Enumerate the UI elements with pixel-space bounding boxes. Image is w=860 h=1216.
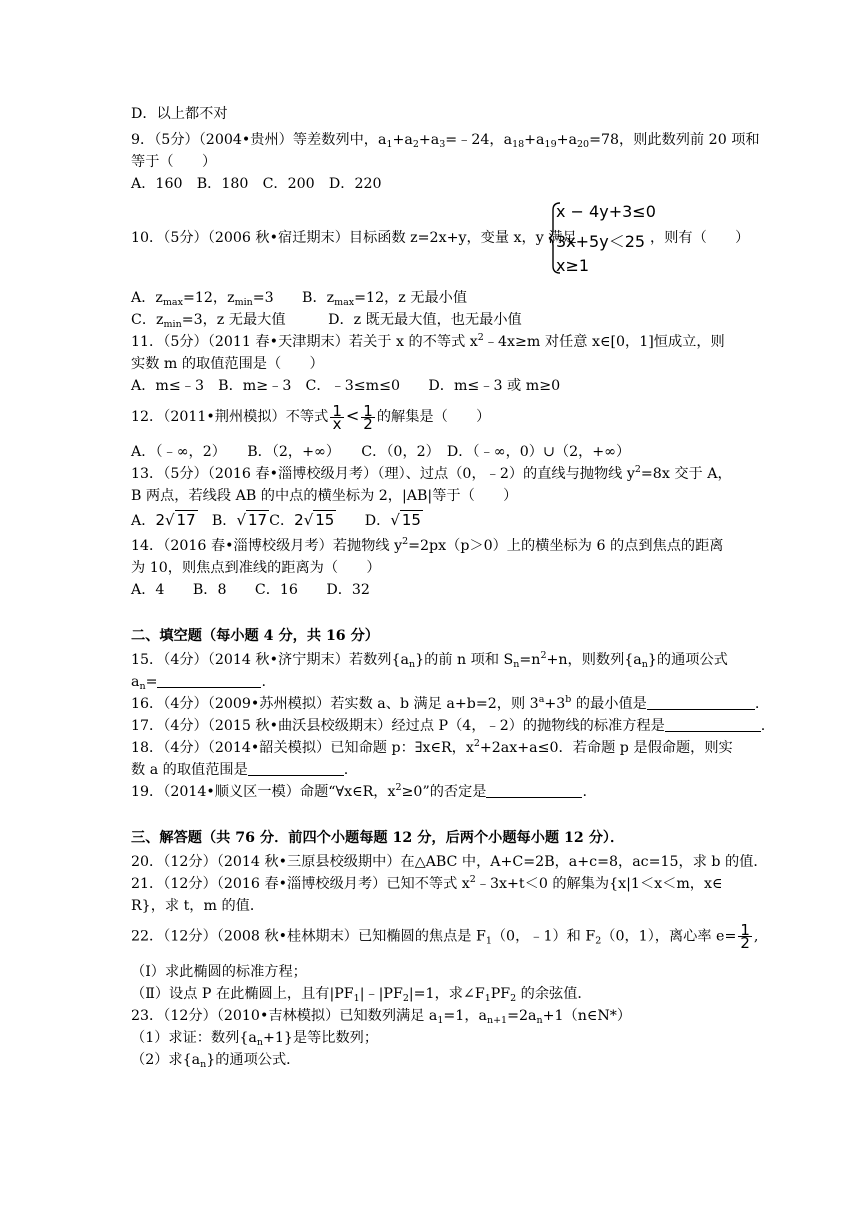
text: 12．（2011•荆州模拟）不等式 [131, 409, 329, 425]
text: ≥0”的否定是 [401, 784, 487, 800]
q10-stem-end [650, 228, 749, 248]
q13-options: A．2√ 17 B．√ 17 C．2√ 15 D．√ 15 [131, 511, 421, 529]
q9-stem: 9．（5分）（2004•贵州）等差数列中，$a_1+a_2+a_3=﹣24$，$a_{18}+a_{19}+a_{20}=78$，则此数列前 20 项和 [131, 132, 760, 150]
text: A．z [131, 290, 163, 306]
text: a [131, 674, 140, 690]
q23-part-1: （1）求证：数列$\{a_n+1\}$是等比数列； [131, 1030, 379, 1048]
text: （0，1），离心率 e= [601, 928, 737, 945]
text: 9．（5分）（2004•贵州）等差数列中， [131, 132, 378, 148]
q23-stem: 23．（12分）（2010•吉林模拟）已知数列满足 $a_1=1$，$a_{n+1}=2a_n+1(n\in N*)$ [131, 1008, 632, 1026]
text: 13．（5分）（2016 春•淄博校级月考）（理）、过点（0，﹣2）的直线与抛物线 y [131, 466, 635, 482]
text: 等于（ ） [131, 154, 217, 170]
answer-blank[interactable] [486, 783, 582, 798]
q10-constraint-1: x − 4y+3≤0 [556, 202, 656, 221]
text: 14．（2016 春•淄博校级月考）若抛物线 y [131, 538, 403, 554]
q22-stem: 22．（12分）（2008 秋•桂林期末）已知椭圆的焦点是 $F_1(0$，﹣1）和 $F_2(0$，1），离心率 e= $\frac{1}{2}$ , [131, 921, 759, 952]
text: +3 [544, 696, 566, 712]
sqrt-expr: √ 17 [236, 511, 268, 529]
text: 的最小值是 [571, 696, 647, 712]
sqrt-expr: √ 15 [390, 511, 421, 529]
q11-stem: 11．（5分）（2011 春•天津期末）若关于 x 的不等式 $x^2﹣4x\ge m$ 对任意 x∈[0，1]恒成立，则 [131, 332, 725, 350]
q19-stem: 19．（2014•顺义区一模）命题“∀x∈R，$x^2\ge 0$”的否定是 . [131, 782, 587, 800]
text: B 两点，若线段 AB 的中点的横坐标为 2，|AB|等于（ ） [131, 488, 518, 504]
text: C．z [131, 312, 164, 328]
q15-stem: 15．（4分）（2014 秋•济宁期末）若数列$\{a_n\}$的前 n 项和 $S_n=n^2+n$，则数列$\{a_n\}$的通项公式 [131, 650, 728, 670]
answer-blank[interactable] [647, 695, 755, 710]
text: 10．（5分）（2006 秋•宿迁期末）目标函数 z=2x+y，变量 x，y 满足 [131, 230, 577, 246]
q11-options [131, 376, 560, 396]
text: =8x 交于 A， [640, 466, 732, 482]
text: 20．（12分）（2014 秋•三原县校级期中）在△ABC 中，A+C=2B，a+c=8，ac=15，求 b 的值． [131, 854, 768, 870]
q10-options-ab: A．$z_{max}=12$，$z_{min}=3$ B．$z_{max}=12$，z 无最小值 [131, 290, 468, 308]
q10-stem [131, 228, 577, 248]
text: B．z [302, 290, 335, 306]
text: R}，求 t，m 的值． [131, 898, 265, 914]
text: 15．（4分）（2014 秋•济宁期末）若数列{a [131, 652, 409, 668]
text: }的通项公式． [206, 1052, 301, 1068]
text: 18．（4分）（2014•韶关模拟）已知命题 p：∃x∈R，x [131, 740, 474, 756]
text: D．z 既无最大值，也无最小值 [328, 312, 522, 328]
text: 二、填空题（每小题 4 分，共 16 分） [131, 628, 379, 644]
fraction: $\frac{1}{x}$ [332, 401, 342, 433]
text: =1，a [443, 1008, 487, 1024]
q20-stem [131, 852, 768, 872]
q17-stem: 17．（4分）（2015 秋•曲沃县校级期末）经过点 P（4，﹣2）的抛物线的标准方程是 . [131, 718, 766, 734]
text: A．m≤﹣3 B．m≥﹣3 C．﹣3≤m≤0 D．m≤﹣3 或 m≥0 [131, 378, 561, 394]
text: A．4 B．8 C．16 D．32 [131, 582, 370, 598]
text: ，则此数列前 20 项和 [619, 132, 760, 148]
q9-stem-cont [131, 152, 216, 172]
text: =2px（p＞0）上的横坐标为 6 的点到焦点的距离 [408, 538, 724, 554]
q16-stem: 16．（4分）（2009•苏州模拟）若实数 a、b 满足 a+b=2，则 $3^a+3^b$ 的最小值是 . [131, 694, 760, 712]
text: 16．（4分）（2009•苏州模拟）若实数 a、b 满足 a+b=2，则 3 [131, 696, 539, 712]
text: ，则有（ ） [650, 230, 750, 246]
answer-blank[interactable] [248, 761, 344, 776]
text: |=1，求∠F [408, 986, 485, 1002]
q14-options [131, 580, 370, 600]
q21-stem: 21．（12分）（2016 春•淄博校级月考）已知不等式 $x^2﹣3x+t<0$ 的解集为{x|1＜x＜m，x∈ [131, 874, 723, 892]
text: +2ax+a≤0．若命题 p 是假命题，则实 [479, 740, 733, 756]
text: A．160 B．180 C．200 D．220 [131, 176, 382, 192]
sqrt-expr: 2√ 17 [155, 511, 196, 529]
text: 21．（12分）（2016 春•淄博校级月考）已知不等式 x [131, 876, 470, 892]
text: 22．（12分）（2008 秋•桂林期末）已知椭圆的焦点是 F [131, 928, 486, 945]
q13-stem-cont [131, 486, 517, 506]
text: PF [490, 986, 511, 1002]
text: |﹣|PF [359, 986, 403, 1002]
text: }的前 n 项和 S [415, 652, 514, 668]
text: +1}是等比数列； [262, 1030, 379, 1046]
q10-constraint-2: 3x+5y＜25 [556, 232, 646, 251]
text: +n，则数列{a [546, 652, 642, 668]
q13-stem: 13．（5分）（2016 春•淄博校级月考）（理）、过点（0，﹣2）的直线与抛物线 $y^2=8x$ 交于 A， [131, 464, 732, 482]
q14-stem: 14．（2016 春•淄博校级月考）若抛物线 $y^2=2px(p>0)$上的横坐标为 6 的点到焦点的距离 [131, 536, 724, 554]
text: 的解集是（ ） [376, 409, 491, 425]
fraction: $\frac{1}{2}$ [740, 921, 750, 952]
text: （2）求{a [131, 1052, 201, 1068]
text: 17．（4分）（2015 秋•曲沃县校级期末）经过点 P（4，﹣2）的抛物线的标准方程是 [131, 718, 665, 734]
sqrt-expr: 2√ 15 [294, 511, 335, 529]
text: 三、解答题（共 76 分．前四个小题每题 12 分，后两个小题每小题 12 分）． [131, 830, 625, 846]
q21-stem-cont [131, 896, 264, 916]
text: D．以上都不对 [131, 106, 228, 122]
q12-stem: 12．（2011•荆州模拟）不等式 $\frac{1}{x}$ < $\frac{1}{2}$ 的解集是（ ） [131, 401, 491, 433]
q8-option-d [131, 104, 228, 124]
text: 为 10，则焦点到准线的距离为（ ） [131, 560, 381, 576]
section-3-heading [131, 828, 624, 848]
text: （I）求此椭圆的标准方程； [131, 964, 307, 980]
text: A．（﹣∞，2） B．（2，+∞） C．（0，2） D．（﹣∞，0）∪（2，+∞） [131, 444, 631, 460]
q10-options-cd: C．$z_{min}=3$，z 无最大值 D．z 既无最大值，也无最小值 [131, 312, 522, 330]
text: ﹣4x≥m 对任意 x∈[0，1]恒成立，则 [483, 334, 725, 350]
text: =2a [507, 1008, 537, 1024]
q12-options [131, 442, 630, 462]
text: 19．（2014•顺义区一模）命题“∀x∈R，x [131, 784, 396, 800]
answer-blank[interactable] [157, 673, 261, 688]
text: 23．（12分）（2010•吉林模拟）已知数列满足 a [131, 1008, 438, 1024]
q18-stem-cont: 数 a 的取值范围是 . [131, 762, 349, 778]
answer-blank[interactable] [665, 717, 761, 732]
q11-stem-cont [131, 354, 324, 374]
text: （0，﹣1）和 F [491, 928, 596, 945]
text: （Ⅱ）设点 P 在此椭圆上，且有|PF [131, 986, 354, 1002]
q10-constraint-3: x≥1 [556, 256, 590, 275]
q22-part-1 [131, 962, 307, 982]
q23-part-2: （2）求$\{a_n\}$的通项公式． [131, 1052, 301, 1070]
text: }的通项公式 [647, 652, 728, 668]
text: =n [519, 652, 541, 668]
text: 数 a 的取值范围是 [131, 762, 248, 778]
q14-stem-cont [131, 558, 381, 578]
text: 实数 m 的取值范围是（ ） [131, 356, 324, 372]
text: +1（n∈N*） [542, 1008, 632, 1024]
text: （1）求证：数列{a [131, 1030, 257, 1046]
fraction: $\frac{1}{2}$ [363, 401, 373, 433]
q22-part-2: （Ⅱ）设点 P 在此椭圆上，且有$|PF_1|﹣|PF_2|=1$，求$\angle F_1PF_2$ 的余弦值． [131, 986, 592, 1004]
text: ﹣3x+t＜0 的解集为{x|1＜x＜m，x∈ [475, 876, 723, 892]
section-2-heading [131, 626, 379, 646]
q9-options [131, 174, 382, 194]
text: 11．（5分）（2011 春•天津期末）若关于 x 的不等式 x [131, 334, 478, 350]
text: 的余弦值． [516, 986, 592, 1002]
q18-stem: 18．（4分）（2014•韶关模拟）已知命题 p：∃x∈R，$x^2+2ax+a\le 0$．若命题 p 是假命题，则实 [131, 738, 733, 756]
q15-answer-line: $a_n=$ . [131, 674, 266, 692]
